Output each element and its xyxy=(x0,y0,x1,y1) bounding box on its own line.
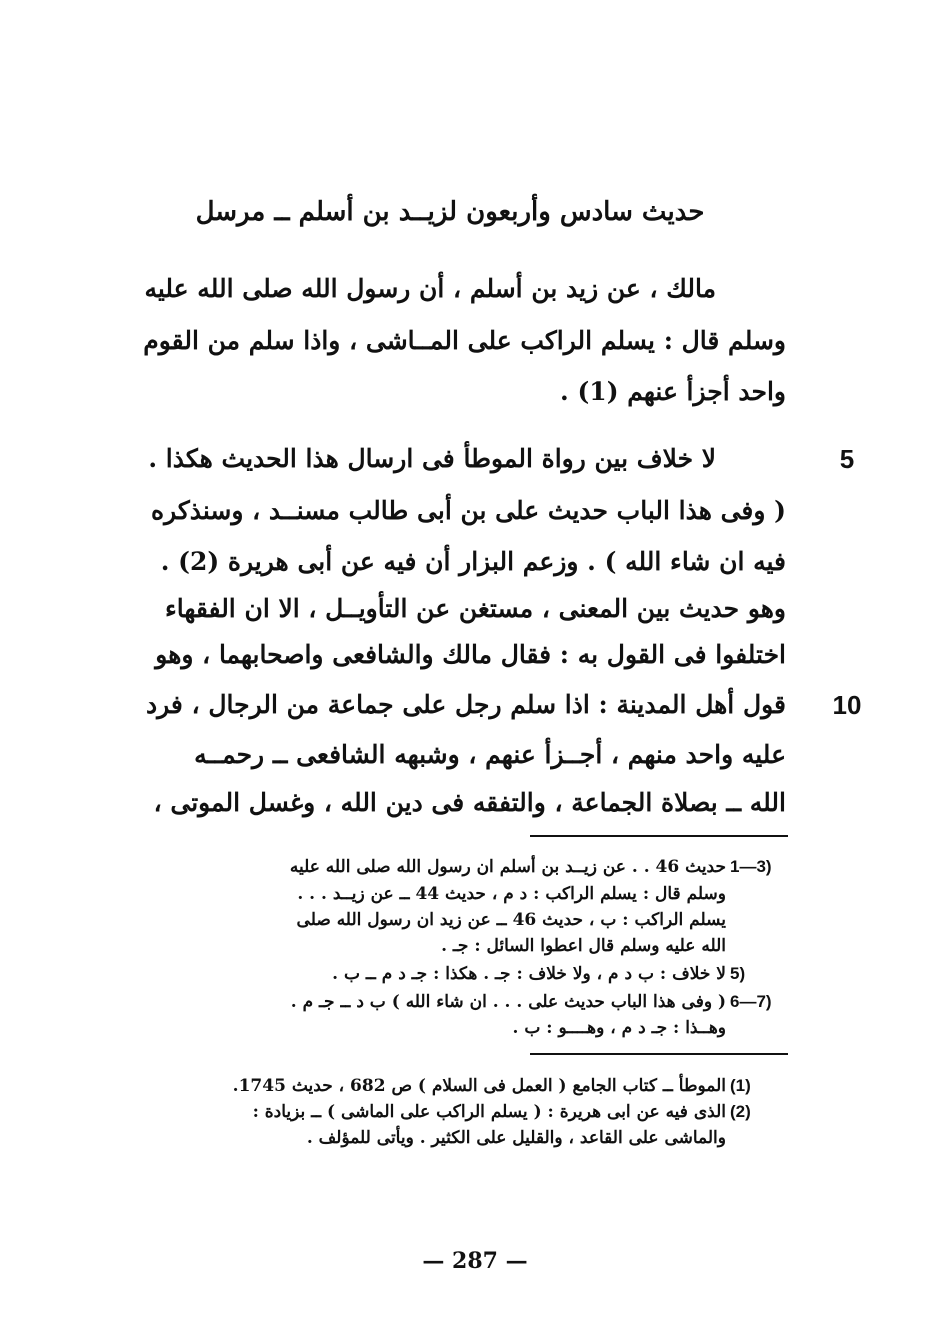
commentary-line: عليه واحد منهم ، أجــزأ عنهم ، وشبهه الشافعى ــ رحمــه xyxy=(194,740,786,769)
variant-note-label: 1—3) xyxy=(730,857,772,876)
variant-note-line: وهــذا : جـ د م ، وهــــو : ب . xyxy=(512,1018,726,1038)
page-heading: حديث سادس وأربعون لزيــد بن أسلم ــ مرسل xyxy=(195,197,705,227)
hadith-line: وسلم قال : يسلم الراكب على المــاشى ، واذا سلم من القوم xyxy=(143,326,786,355)
variant-note-label: 6—7) xyxy=(730,992,772,1011)
source-note-label: (1) xyxy=(730,1076,751,1095)
variant-note-line: يسلم الراكب : ب ، حديث 46 ــ عن زيد ان رسول الله صلى xyxy=(296,910,726,930)
footnote-divider xyxy=(530,1053,788,1055)
variant-note-line: حديث 46 . . عن زيــد بن أسلم ان رسول الله صلى الله عليه xyxy=(289,857,726,877)
source-note-label: (2) xyxy=(730,1102,751,1121)
variant-note-line: وسلم قال : يسلم الراكب : د م ، حديث 44 ــ عن زيــد . . . xyxy=(297,884,726,904)
hadith-line: مالك ، عن زيد بن أسلم ، أن رسول الله صلى الله عليه xyxy=(144,274,716,303)
hadith-line: واحد أجزأ عنهم (1) . xyxy=(560,377,786,406)
source-note-line: الذى فيه عن ابى هريرة : ( يسلم الراكب على الماشى ) ــ بزيادة : xyxy=(252,1102,726,1122)
variant-note-line: الله عليه وسلم قال اعطوا السائل : جـ . xyxy=(441,936,726,956)
variant-note-line: ( وفى هذا الباب حديث على . . . ان شاء الله ) ب د ــ جـ م . xyxy=(290,992,726,1012)
source-note-line: والماشى على القاعد ، والقليل على الكثير . ويأتى للمؤلف . xyxy=(306,1128,726,1148)
commentary-line: قول أهل المدينة : اذا سلم رجل على جماعة من الرجال ، فرد xyxy=(146,690,786,719)
variant-note-line: لا خلاف : ب د م ، ولا خلاف : جـ . هكذا : جـ د م ــ ب . xyxy=(332,964,726,984)
line-number-5: 5 xyxy=(839,444,855,474)
commentary-line: فيه ان شاء الله ) . وزعم البزار أن فيه عن أبى هريرة (2) . xyxy=(160,547,786,576)
footnote-divider xyxy=(530,835,788,837)
line-number-10: 10 xyxy=(832,690,862,720)
variant-note-label: 5) xyxy=(730,964,746,983)
commentary-line: وهو حديث بين المعنى ، مستغن عن التأويــل ، الا ان الفقهاء xyxy=(165,594,786,623)
commentary-line: لا خلاف بين رواة الموطأ فى ارسال هذا الحديث هكذا . xyxy=(148,444,716,473)
source-note-line: الموطأ ــ كتاب الجامع ( العمل فى السلام ) ص 682 ، حديث 1745. xyxy=(232,1076,726,1096)
page-number: — 287 — xyxy=(422,1248,528,1274)
commentary-line: الله ــ بصلاة الجماعة ، والتفقه فى دين الله ، وغسل الموتى ، xyxy=(153,788,786,817)
commentary-line: اختلفوا فى القول به : فقال مالك والشافعى واصحابهما ، وهو xyxy=(155,640,786,669)
commentary-line: ( وفى هذا الباب حديث على بن أبى طالب مسنــد ، وسنذكره xyxy=(150,496,786,525)
